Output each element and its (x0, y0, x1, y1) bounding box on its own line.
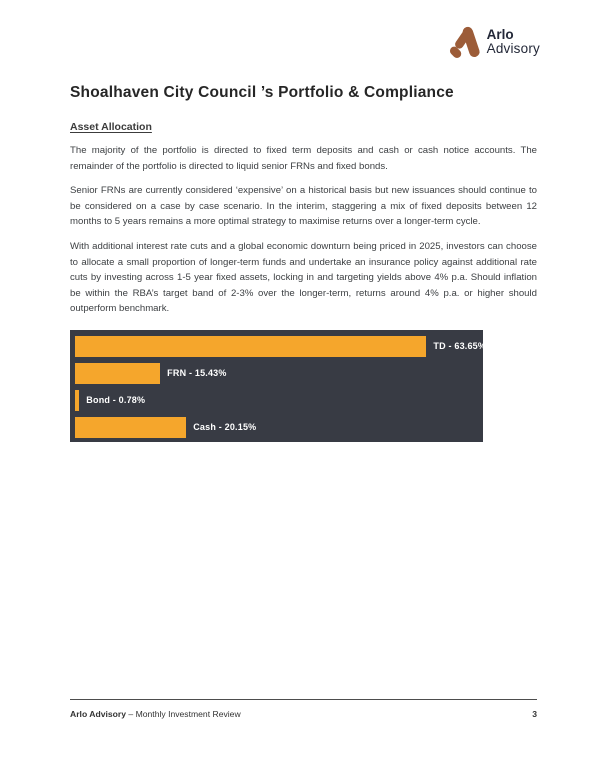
chart-bar-label: TD - 63.65% (433, 341, 487, 352)
footer-document-title (70, 709, 241, 719)
asset-allocation-chart (70, 330, 487, 442)
chart-bar-label: Bond - 0.78% (86, 395, 146, 406)
chart-bar-bond (75, 390, 79, 411)
chart-bar-row (75, 417, 478, 438)
paragraph-3: With additional interest rate cuts and a global economic downturn being priced in 2025, investors can choose to allocate a small proportion of longer-term funds and undertake an insurance policy against additional rate cuts by investing across 1-5 year fixed assets, locking in and targeting yields above 4% p.a. Should inflation be within the RBA’s target band of 2-3% over the longer-term, returns around 4% p.a. or higher should outperform benchmark. (70, 240, 537, 315)
page-number: 3 (532, 709, 537, 719)
brand-name-bottom: Advisory (486, 40, 540, 56)
chart-bar-row (75, 336, 487, 357)
chart-rows (75, 336, 487, 438)
footer-row (70, 709, 537, 719)
brand-logo (449, 24, 540, 59)
page-footer (70, 699, 537, 719)
chart-bar-cash (75, 417, 186, 438)
brand-name-top: Arlo (486, 26, 514, 42)
chart-bar-frn (75, 363, 160, 384)
chart-bar-row (75, 390, 478, 411)
page-title: Shoalhaven City Council ’s Portfolio & Compliance (70, 84, 454, 101)
arlo-logo-icon (449, 24, 481, 59)
footer-divider (70, 699, 537, 700)
chart-bar-td (75, 336, 426, 357)
footer-brand: Arlo Advisory (70, 709, 127, 719)
paragraph-2: Senior FRNs are currently considered ‘expensive’ on a historical basis but new issuances should continue to be considered on a case by case scenario. In the interim, staggering a mix of fixed deposits between 12 months to 5 years remains a more optimal strategy to maximise returns over a longer-term cycle. (70, 185, 537, 228)
paragraph-1: The majority of the portfolio is directed to fixed term deposits and cash or cash notice accounts. The remainder of the portfolio is directed to liquid senior FRNs and fixed bonds. (70, 145, 537, 172)
brand-logo-text (487, 28, 540, 56)
chart-bar-label: FRN - 15.43% (167, 368, 227, 379)
chart-bar-row (75, 363, 478, 384)
chart-bar-label: Cash - 20.15% (193, 422, 257, 433)
section-heading: Asset Allocation (70, 121, 152, 133)
footer-subtitle: – Monthly Investment Review (128, 709, 241, 719)
